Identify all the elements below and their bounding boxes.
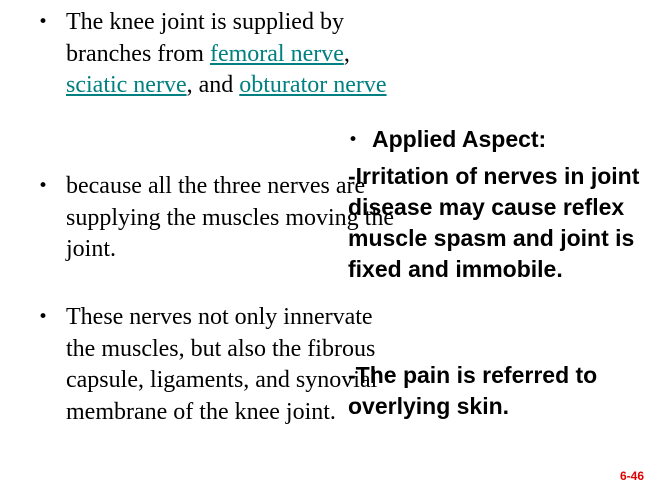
bullet-item-knee-supply — [0, 7, 396, 102]
slide-number: 6-46 — [620, 469, 645, 483]
applied-aspect-title: Applied Aspect: — [372, 126, 547, 152]
femoral-nerve-link[interactable]: femoral nerve — [209, 40, 344, 67]
separator-text: , — [343, 40, 350, 67]
separator-text: , and — [186, 72, 240, 98]
bullet-icon: • — [348, 130, 359, 150]
bullet-icon: • — [38, 12, 49, 32]
muscles-text: because all the three nerves are supplying the muscles moving the joint. — [66, 173, 394, 262]
bullet-icon: • — [38, 176, 49, 196]
obturator-nerve-link[interactable]: obturator nerve — [239, 72, 387, 98]
bullet-icon: • — [38, 307, 49, 327]
bullet-item-muscles — [0, 171, 396, 266]
knee-supply-text: The knee joint is supplied by branches from — [66, 9, 344, 67]
referred-pain-paragraph: -The pain is referred to overlying skin. — [348, 362, 598, 419]
innervation-text: These nerves not only innervate the muscles, but also the fibrous capsule, ligaments, and synovial membrane of the knee joint. — [66, 304, 378, 425]
applied-aspect-heading — [348, 124, 648, 155]
bullet-item-innervation — [0, 302, 396, 428]
sciatic-nerve-link[interactable]: sciatic nerve — [66, 72, 187, 98]
irritation-paragraph: -Irritation of nerves in joint disease may cause reflex muscle spasm and joint is fixed and immobile. — [348, 163, 640, 282]
